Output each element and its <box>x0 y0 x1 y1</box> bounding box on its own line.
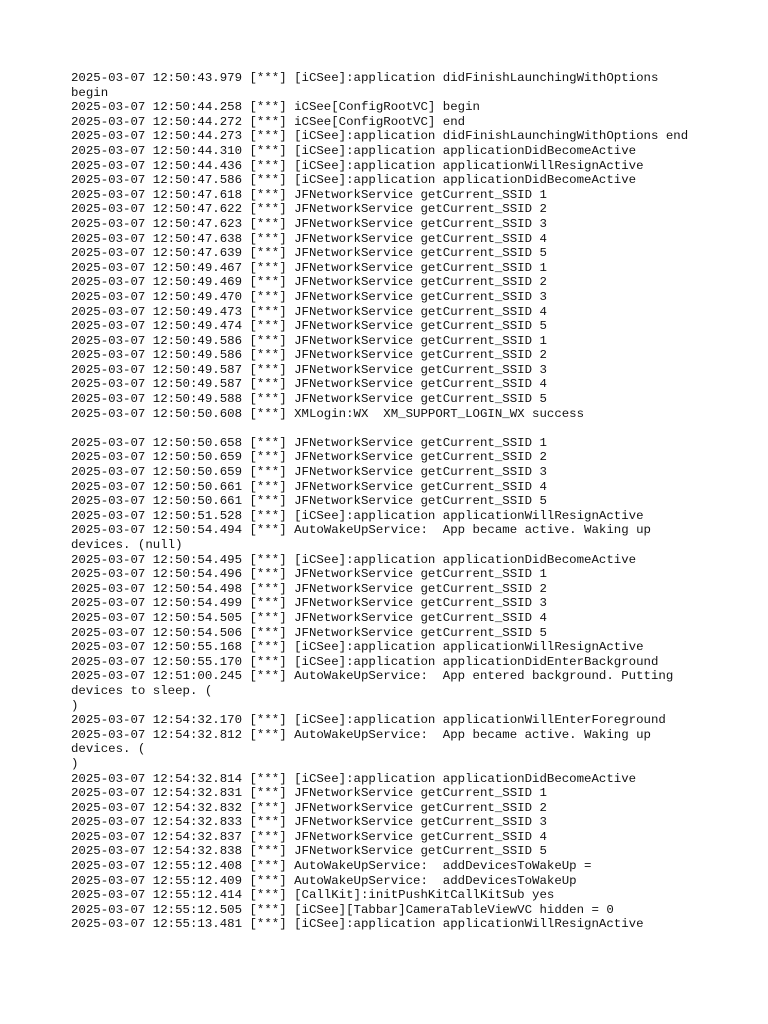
log-line: ) <box>71 698 79 713</box>
log-line: 2025-03-07 12:50:54.506 [***] JFNetworkService getCurrent_SSID 5 <box>71 625 547 640</box>
log-document <box>71 71 711 932</box>
log-line: 2025-03-07 12:50:54.496 [***] JFNetworkService getCurrent_SSID 1 <box>71 567 547 582</box>
log-line: 2025-03-07 12:50:55.170 [***] [iCSee]:application applicationDidEnterBackground <box>71 654 659 669</box>
log-line: 2025-03-07 12:50:49.587 [***] JFNetworkService getCurrent_SSID 3 <box>71 362 547 377</box>
log-line: 2025-03-07 12:54:32.831 [***] JFNetworkService getCurrent_SSID 1 <box>71 786 547 801</box>
log-line: 2025-03-07 12:55:12.408 [***] AutoWakeUpService: addDevicesToWakeUp = <box>71 859 592 874</box>
log-line: 2025-03-07 12:50:47.622 [***] JFNetworkService getCurrent_SSID 2 <box>71 202 547 217</box>
log-line: ) <box>71 756 79 771</box>
log-line: 2025-03-07 12:50:54.498 [***] JFNetworkService getCurrent_SSID 2 <box>71 581 547 596</box>
log-line: 2025-03-07 12:54:32.833 [***] JFNetworkService getCurrent_SSID 3 <box>71 815 547 830</box>
log-line: 2025-03-07 12:50:47.639 [***] JFNetworkService getCurrent_SSID 5 <box>71 246 547 261</box>
log-line: 2025-03-07 12:54:32.170 [***] [iCSee]:application applicationWillEnterForeground <box>71 713 666 728</box>
log-line: 2025-03-07 12:50:50.661 [***] JFNetworkService getCurrent_SSID 4 <box>71 479 547 494</box>
log-line: 2025-03-07 12:50:50.659 [***] JFNetworkService getCurrent_SSID 3 <box>71 465 547 480</box>
log-line: 2025-03-07 12:50:49.588 [***] JFNetworkService getCurrent_SSID 5 <box>71 392 547 407</box>
log-line: 2025-03-07 12:55:12.409 [***] AutoWakeUpService: addDevicesToWakeUp <box>71 873 577 888</box>
log-line: 2025-03-07 12:50:44.272 [***] iCSee[ConfigRootVC] end <box>71 114 466 129</box>
log-line: 2025-03-07 12:50:49.469 [***] JFNetworkService getCurrent_SSID 2 <box>71 275 547 290</box>
log-line: 2025-03-07 12:51:00.245 [***] AutoWakeUpService: App entered background. Putting <box>71 669 674 684</box>
log-line: 2025-03-07 12:50:49.473 [***] JFNetworkService getCurrent_SSID 4 <box>71 304 547 319</box>
log-line: 2025-03-07 12:50:54.495 [***] [iCSee]:application applicationDidBecomeActive <box>71 552 637 567</box>
log-line: 2025-03-07 12:50:43.979 [***] [iCSee]:application didFinishLaunchingWithOptions <box>71 71 659 85</box>
log-line: 2025-03-07 12:50:49.586 [***] JFNetworkService getCurrent_SSID 2 <box>71 348 547 363</box>
log-line: 2025-03-07 12:50:50.608 [***] XMLogin:WX XM_SUPPORT_LOGIN_WX success <box>71 406 585 421</box>
log-line: 2025-03-07 12:50:47.638 [***] JFNetworkService getCurrent_SSID 4 <box>71 231 547 246</box>
log-line: 2025-03-07 12:50:50.659 [***] JFNetworkService getCurrent_SSID 2 <box>71 450 547 465</box>
log-line: devices. (null) <box>71 538 183 552</box>
log-line: 2025-03-07 12:50:44.310 [***] [iCSee]:application applicationDidBecomeActive <box>71 143 637 158</box>
log-line: 2025-03-07 12:50:49.470 [***] JFNetworkService getCurrent_SSID 3 <box>71 289 547 304</box>
log-line: 2025-03-07 12:54:32.837 [***] JFNetworkService getCurrent_SSID 4 <box>71 829 547 844</box>
log-line <box>71 421 711 436</box>
log-line: 2025-03-07 12:50:47.586 [***] [iCSee]:application applicationDidBecomeActive <box>71 173 637 188</box>
log-line: devices. ( <box>71 742 146 757</box>
log-line: 2025-03-07 12:54:32.814 [***] [iCSee]:application applicationDidBecomeActive <box>71 771 637 786</box>
log-line: 2025-03-07 12:50:47.618 [***] JFNetworkService getCurrent_SSID 1 <box>71 187 547 202</box>
log-line: 2025-03-07 12:50:50.658 [***] JFNetworkService getCurrent_SSID 1 <box>71 435 547 450</box>
log-line: 2025-03-07 12:50:54.505 [***] JFNetworkService getCurrent_SSID 4 <box>71 610 547 625</box>
log-line: 2025-03-07 12:54:32.838 [***] JFNetworkService getCurrent_SSID 5 <box>71 844 547 859</box>
log-line: 2025-03-07 12:50:50.661 [***] JFNetworkService getCurrent_SSID 5 <box>71 494 547 509</box>
log-line: 2025-03-07 12:50:49.467 [***] JFNetworkService getCurrent_SSID 1 <box>71 260 547 275</box>
log-line: 2025-03-07 12:55:12.414 [***] [CallKit]:initPushKitCallKitSub yes <box>71 888 555 903</box>
log-line: 2025-03-07 12:54:32.832 [***] JFNetworkService getCurrent_SSID 2 <box>71 800 547 815</box>
log-line: 2025-03-07 12:50:49.474 [***] JFNetworkService getCurrent_SSID 5 <box>71 319 547 334</box>
log-line: begin <box>71 85 109 100</box>
log-line: devices to sleep. ( <box>71 683 213 698</box>
log-line: 2025-03-07 12:50:55.168 [***] [iCSee]:application applicationWillResignActive <box>71 640 644 655</box>
log-line: 2025-03-07 12:50:49.586 [***] JFNetworkService getCurrent_SSID 1 <box>71 333 547 348</box>
log-line: 2025-03-07 12:55:12.505 [***] [iCSee][Tabbar]CameraTableViewVC hidden = 0 <box>71 902 614 917</box>
log-line: 2025-03-07 12:50:44.273 [***] [iCSee]:application didFinishLaunchingWithOptions end <box>71 129 689 144</box>
log-line: 2025-03-07 12:50:54.499 [***] JFNetworkService getCurrent_SSID 3 <box>71 596 547 611</box>
log-line: 2025-03-07 12:50:49.587 [***] JFNetworkService getCurrent_SSID 4 <box>71 377 547 392</box>
log-line: 2025-03-07 12:50:51.528 [***] [iCSee]:application applicationWillResignActive <box>71 508 644 523</box>
log-line: 2025-03-07 12:50:54.494 [***] AutoWakeUpService: App became active. Waking up <box>71 523 651 538</box>
log-line: 2025-03-07 12:54:32.812 [***] AutoWakeUpService: App became active. Waking up <box>71 727 651 742</box>
log-line: 2025-03-07 12:55:13.481 [***] [iCSee]:application applicationWillResignActive <box>71 917 644 932</box>
log-line: 2025-03-07 12:50:44.436 [***] [iCSee]:application applicationWillResignActive <box>71 158 644 173</box>
log-line: 2025-03-07 12:50:47.623 [***] JFNetworkService getCurrent_SSID 3 <box>71 216 547 231</box>
log-line: 2025-03-07 12:50:44.258 [***] iCSee[ConfigRootVC] begin <box>71 100 480 115</box>
